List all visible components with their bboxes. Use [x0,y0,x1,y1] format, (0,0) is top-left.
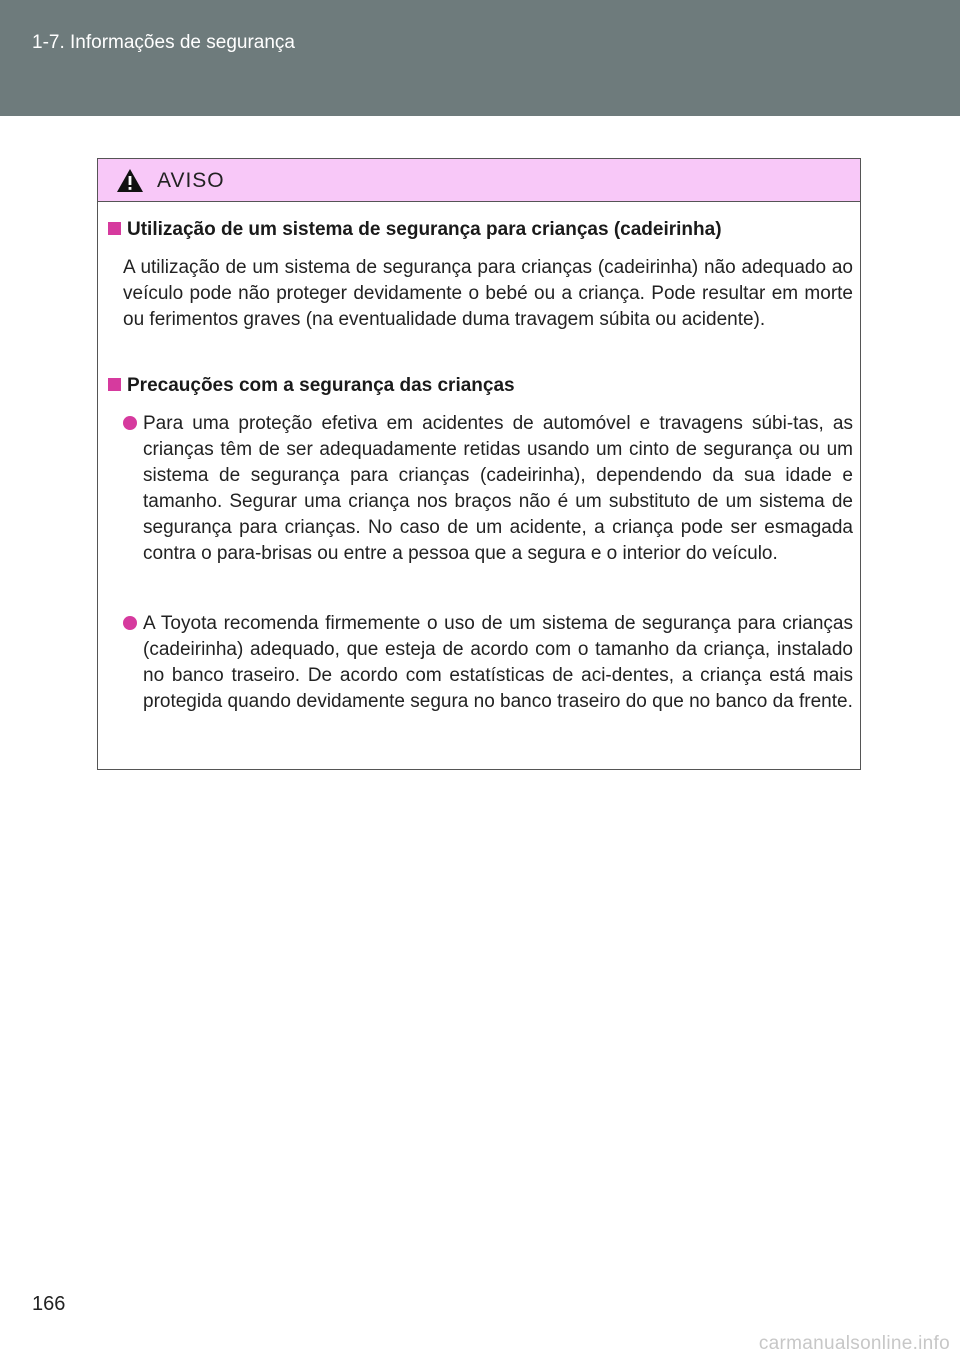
page-number: 166 [32,1293,66,1315]
page-header [0,0,960,116]
warning-triangle-icon [116,168,144,193]
square-bullet-icon [108,222,121,235]
list-item [123,411,853,567]
watermark: carmanualsonline.info [758,1333,950,1354]
section-heading: Utilização de um sistema de segurança para crianças (cadeirinha) [108,219,722,241]
section-title: 1-7. Informações de segurança [32,32,295,53]
section-heading: Precauções com a segurança das crianças [108,375,515,397]
warning-label: AVISO [157,169,225,192]
circle-bullet-icon [123,616,137,630]
square-bullet-icon [108,378,121,391]
circle-bullet-icon [123,416,137,430]
warning-header [98,159,860,202]
list-item [123,611,853,715]
bullet-text: Para uma proteção efetiva em acidentes de automóvel e travagens súbi-tas, as crianças têm de ser adequadamente retidas usando um cinto de segurança ou um sistema de segurança para crianças (cadeirinha), dependendo da sua idade e tamanho. Segurar uma criança nos braços não é um substituto de um sistema de segurança para crianças. No caso de um acidente, a criança pode ser esmagada contra o para-brisas ou entre a pessoa que a segura e o interior do veículo. [143,413,853,564]
bullet-text: A Toyota recomenda firmemente o uso de um sistema de segurança para crianças (cadeirinha) adequado, que esteja de acordo com o tamanho da criança, instalado no banco traseiro. De acordo com estatísticas de aci-dentes, a criança está mais protegida quando devidamente segura no banco traseiro do que no banco da frente. [143,613,853,712]
section-paragraph: A utilização de um sistema de segurança para crianças (cadeirinha) não adequado ao veículo pode não proteger devidamente o bebé ou a criança. Pode resultar em morte ou ferimentos graves (na eventualidade duma travagem súbita ou acidente). [123,257,853,330]
warning-box [97,158,861,770]
